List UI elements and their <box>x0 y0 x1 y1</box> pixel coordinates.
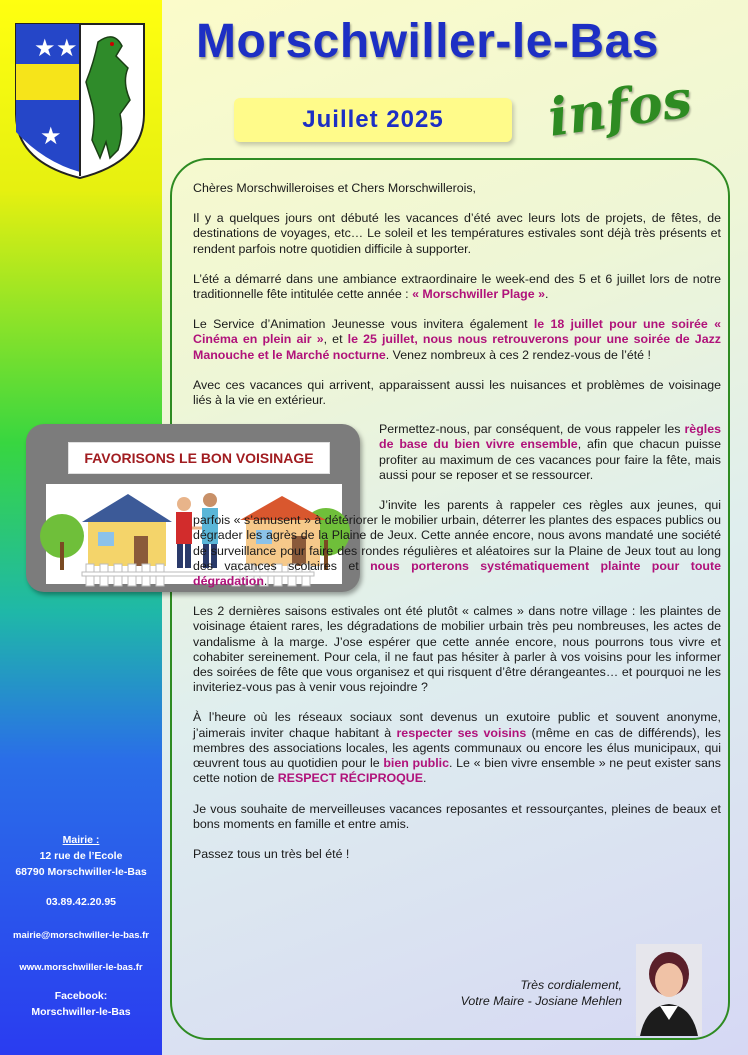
paragraph-10: Passez tous un très bel été ! <box>193 846 350 861</box>
paragraph-5: Permettez-nous, par conséquent, de vous rappeler les règles de base du bien vivre ensemble, afin que chacun puisse profiter au maximum de ces vacances pour faire la fête, mais aussi pour se reposer et se ressourcer. <box>379 422 721 482</box>
email-link[interactable]: mairie@morschwiller-le-bas.fr <box>13 930 149 941</box>
infos-logo: infos <box>544 68 696 149</box>
highlight-jazz: le 25 juillet, nous nous retrouverons pour une soirée de Jazz Manouche et le Marché nocturne <box>193 332 721 362</box>
portrait-icon <box>636 944 702 1036</box>
letter-body <box>193 181 721 877</box>
illustration-banner: FAVORISONS LE BON VOISINAGE <box>68 442 330 474</box>
highlight-cinema: le 18 juillet pour une soirée « Cinéma en plein air » <box>193 317 721 347</box>
closing-line-2: Votre Maire - Josiane Mehlen <box>460 993 622 1008</box>
closing-line-1: Très cordialement, <box>520 978 622 992</box>
highlight-plainte: nous porterons systématiquement plainte pour toute dégradation <box>193 558 721 589</box>
address-line-1: 12 rue de l’Ecole <box>39 850 123 862</box>
facebook-label: Facebook: <box>54 990 108 1002</box>
phone-number: 03.89.42.20.95 <box>45 896 117 908</box>
svg-text:★: ★ <box>56 35 78 62</box>
mairie-label: Mairie : <box>62 834 100 846</box>
greeting: Chères Morschwilleroises et Chers Morschwillerois, <box>193 181 476 195</box>
paragraph-4: Avec ces vacances qui arrivent, apparaissent aussi les nuisances et problèmes de voisinage liés à la vie en extérieur. <box>193 377 721 408</box>
mayor-photo <box>636 944 702 1036</box>
coat-of-arms-icon <box>14 22 146 180</box>
highlight-morschwiller-plage: « Morschwiller Plage » <box>412 287 545 302</box>
address-line-2: 68790 Morschwiller-le-Bas <box>15 866 147 878</box>
svg-text:★: ★ <box>34 35 56 62</box>
paragraph-8: À l’heure où les réseaux sociaux sont devenus un exutoire public et souvent anonyme, j’aimerais inviter chaque habitant à respecter ses voisins (même en cas de différends), les membres des associations locales, les agents communaux ou encore les élus municipaux, qui œuvrent tous au quotidien pour le bien public. Le « bien vivre ensemble » ne peut exister sans cette notion de RESPECT RÉCIPROQUE. <box>193 710 721 786</box>
paragraph-9: Je vous souhaite de merveilleuses vacances reposantes et ressourçantes, pleines de beaux et bons moments en famille et entre amis. <box>193 801 721 831</box>
highlight-regles: règles de base du bien vivre ensemble <box>379 422 721 452</box>
issue-date: Juillet 2025 <box>234 98 512 142</box>
paragraph-3: Le Service d’Animation Jeunesse vous invitera également le 18 juillet pour une soirée « Cinéma en plein air », et le 25 juillet, nous nous retrouverons pour une soirée de Jazz Manouche et le Marché nocturne. Venez nombreux à ces 2 rendez-vous de l’été ! <box>193 317 721 362</box>
page-title: Morschwiller-le-Bas <box>196 15 659 68</box>
signature-block <box>450 978 622 1009</box>
highlight-respect-voisins: respecter ses voisins <box>396 725 527 740</box>
paragraph-6: J’invite les parents à rappeler ces règles aux jeunes, qui parfois « s’amusent » à détériorer le mobilier urbain, déterrer les plantes des espaces publics ou dégrader les agrès de la Plaine de Jeux. Cette année encore, nous avons mandaté une société de surveillance pour faire des rondes régulières et aléatoires sur la Plaine de Jeux tout au long des vacances scolaires et nous porterons systématiquement plainte pour toute dégradation. <box>193 498 721 589</box>
facebook-link[interactable]: Morschwiller-le-Bas <box>31 1006 131 1018</box>
paragraph-2: L’été a démarré dans une ambiance extraordinaire le week-end des 5 et 6 juillet lors de notre traditionnelle fête intitulée cette année : « Morschwiller Plage ». <box>193 271 721 302</box>
paragraph-1: Il y a quelques jours ont débuté les vacances d’été avec leurs lots de projets, de fêtes, de destinations de voyages, etc… Le soleil et les températures estivales sont déjà très présents et rendent parfois notre quotidien difficile à supporter. <box>193 211 721 256</box>
svg-text:★: ★ <box>40 123 62 150</box>
highlight-respect-reciproque: RESPECT RÉCIPROQUE <box>277 771 424 786</box>
website-link[interactable]: www.morschwiller-le-bas.fr <box>19 962 143 973</box>
highlight-bien-public: bien public <box>383 756 450 771</box>
paragraph-7: Les 2 dernières saisons estivales ont été plutôt « calmes » dans notre village : les plaintes de voisinage étaient rares, les dégradations de mobilier urbain très peu nombreuses, les actes de vandalisme à la marge. J’ose espérer que cette année encore, nous pourrons tous vivre et cohabiter sereinement. Pour cela, il ne faut pas hésiter à parler à vos voisins pour les informer des soirées de fête que vous organisez et qui risquent d’être dérangeantes… et pourquoi ne les inviteriez-vous pas à venir vous rejoindre ? <box>193 604 721 695</box>
